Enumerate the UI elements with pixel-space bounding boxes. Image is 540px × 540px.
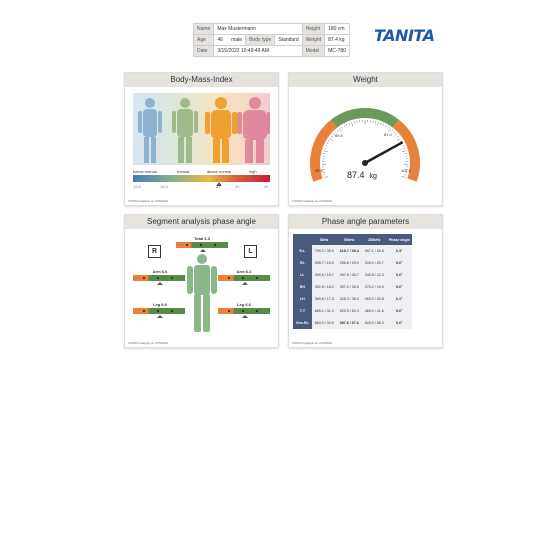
bmi-cat-above-normal: above normal: [207, 169, 232, 174]
gauge-tick: [385, 126, 386, 128]
bmi-cat-below-normal: below normal: [133, 169, 157, 174]
phase-header-row: [293, 234, 412, 245]
gauge-tick: [337, 130, 338, 132]
gauge-tick: [383, 124, 384, 126]
gauge-tick: [326, 146, 328, 147]
age-label: Age: [194, 35, 214, 46]
table-cell: 557.1 / 59.8: [362, 245, 387, 257]
leg-right-bar: [133, 308, 185, 314]
table-row: [293, 293, 412, 305]
table-cell: Ges-RL: [293, 317, 312, 329]
leg-left-bar: [218, 308, 270, 314]
table-cell: 6.6°: [387, 269, 412, 281]
table-row: [293, 257, 412, 269]
table-cell: 392.8 / 18.2: [312, 281, 337, 293]
table-cell: 240.6 / 22.3: [362, 269, 387, 281]
phase-col-header: 50kHz: [337, 234, 362, 245]
gauge-min-label: 39.9: [315, 168, 323, 173]
gauge-needle: [365, 143, 402, 163]
gauge-tick: [397, 138, 400, 140]
table-cell: 525.0 / 56.3: [362, 317, 387, 329]
table-cell: 689.1 / 31.2: [312, 305, 337, 317]
table-cell: RH: [293, 281, 312, 293]
phase-footer: TANITA Analysis on 3/15/2022: [292, 341, 333, 345]
gauge-tick: [324, 175, 326, 176]
table-cell: 256.8 / 29.5: [337, 257, 362, 269]
table-cell: 618.7 / 68.4: [337, 245, 362, 257]
model-value: MC-780: [325, 46, 350, 57]
gauge-high-label: 81.0: [384, 132, 392, 137]
tanita-logo: TANITA: [374, 26, 435, 45]
gauge-tick: [404, 175, 406, 176]
table-cell: T-T: [293, 305, 312, 317]
table-cell: 6.3°: [387, 245, 412, 257]
table-cell: 267.5 / 30.7: [337, 269, 362, 281]
gauge-tick: [344, 126, 345, 128]
gauge-hub: [362, 160, 368, 166]
bmi-panel: [124, 72, 279, 206]
table-cell: 399.5 / 15.7: [312, 269, 337, 281]
gauge-tick: [325, 176, 329, 177]
gauge-tick: [328, 141, 330, 142]
phase-col-header: [293, 234, 312, 245]
total-bar: [176, 242, 228, 248]
table-cell: LL: [293, 269, 312, 281]
table-cell: 369.8 / 17.3: [312, 293, 337, 305]
table-cell: 395.7 / 15.0: [312, 257, 337, 269]
gauge-tick: [377, 122, 378, 126]
weight-readout: 87.4 kg: [347, 170, 377, 180]
model-label: Model: [302, 46, 324, 57]
phase-title: Phase angle parameters: [289, 215, 442, 229]
bmi-marker-icon: [216, 182, 222, 186]
table-cell: 522.9 / 60.3: [337, 305, 362, 317]
gauge-tick: [375, 121, 376, 123]
gauge-tick: [393, 132, 394, 133]
segment-footer: TANITA Analysis on 3/15/2022: [128, 341, 169, 345]
table-cell: 465.0 / 41.6: [362, 305, 387, 317]
patient-info-table: [193, 23, 350, 57]
table-cell: R-L: [293, 245, 312, 257]
bmi-tick: 13.5: [133, 184, 141, 189]
table-cell: 275.2 / 34.9: [362, 281, 387, 293]
date-label: Date: [194, 46, 214, 57]
leg-right-label: Leg 6.6: [153, 302, 167, 307]
table-cell: 6.6°: [387, 305, 412, 317]
table-row: [293, 281, 412, 293]
bmi-tick-current: 27: [216, 184, 221, 189]
total-label: Total 6.3: [194, 236, 210, 241]
bmi-tick: 18.5: [160, 184, 168, 189]
body-type-label: Body type: [246, 35, 275, 46]
bmi-color-scale: [133, 175, 270, 182]
phase-col-header: 250kHz: [362, 234, 387, 245]
gauge-tick: [351, 122, 352, 126]
arm-left-label: Arm 6.1: [236, 269, 252, 274]
gauge-tick: [402, 146, 404, 147]
segment-title: Segment analysis phase angle: [125, 215, 278, 229]
bmi-tick: 35: [264, 184, 269, 189]
gauge-tick: [330, 138, 333, 140]
table-cell: 6.6°: [387, 257, 412, 269]
weight-footer: TANITA Analysis on 3/15/2022: [292, 199, 333, 203]
bmi-cat-normal: normal: [177, 169, 190, 174]
date-value: 3/15/2022 10:49:49 AM: [214, 46, 302, 57]
phase-panel: [288, 214, 443, 348]
weight-title: Weight: [289, 73, 442, 87]
gauge-tick: [395, 134, 396, 135]
gauge-tick: [397, 136, 399, 137]
right-side-label: R: [148, 245, 161, 258]
bmi-title: Body-Mass-Index: [125, 73, 278, 87]
gauge-tick: [346, 124, 347, 126]
gauge-tick: [339, 129, 341, 132]
bmi-figures: [133, 93, 270, 165]
bmi-tick: 30: [235, 184, 240, 189]
phase-col-header: 5kHz: [312, 234, 337, 245]
gauge-tick: [380, 123, 381, 125]
table-cell: LH: [293, 293, 312, 305]
phase-col-header: Phase angle: [387, 234, 412, 245]
table-cell: 587.6 / 67.6: [337, 317, 362, 329]
table-cell: 307.0 / 35.5: [337, 281, 362, 293]
arm-left-bar: [218, 275, 270, 281]
weight-label: Weight: [302, 35, 324, 46]
gauge-tick: [327, 143, 329, 144]
body-figure-icon: [182, 253, 222, 333]
table-cell: 6.6°: [387, 317, 412, 329]
gauge-tick: [325, 148, 327, 149]
table-cell: 326.3 / 35.0: [337, 293, 362, 305]
gauge-tick: [342, 127, 343, 129]
gauge-tick: [402, 151, 406, 152]
segment-panel: [124, 214, 279, 348]
table-cell: 6.1°: [387, 293, 412, 305]
left-side-label: L: [244, 245, 257, 258]
arm-right-bar: [133, 275, 185, 281]
phase-table: [293, 234, 412, 329]
table-row: [293, 269, 412, 281]
bmi-footer: TANITA Analysis on 3/15/2022: [128, 199, 169, 203]
height-label: Height: [302, 24, 324, 35]
table-row: [293, 317, 412, 329]
gauge-tick: [387, 127, 388, 129]
table-cell: RL: [293, 257, 312, 269]
gauge-tick: [349, 123, 350, 125]
gauge-tick: [331, 136, 333, 137]
height-value: 180 cm: [325, 24, 350, 35]
gauge-tick: [324, 151, 328, 152]
leg-left-label: Leg 6.6: [237, 302, 251, 307]
age-value: 46 male: [214, 35, 246, 46]
gauge-tick: [403, 148, 405, 149]
body-type-value: Standard: [275, 35, 302, 46]
gauge-low-label: 59.9: [335, 133, 343, 138]
table-cell: 799.3 / 35.0: [312, 245, 337, 257]
table-cell: 660.0 / 34.9: [312, 317, 337, 329]
arm-right-label: Arm 6.6: [152, 269, 168, 274]
gauge-max-label: 101.0: [401, 168, 412, 173]
weight-value: 87.4 kg: [325, 35, 350, 46]
name-value: Max Mustermann: [214, 24, 302, 35]
table-cell: 228.0 / 20.7: [362, 257, 387, 269]
gauge-tick: [354, 121, 355, 123]
table-row: [293, 245, 412, 257]
bmi-cat-high: high: [249, 169, 257, 174]
body-silhouettes-icon: [133, 93, 270, 165]
table-row: [293, 305, 412, 317]
table-cell: 6.6°: [387, 281, 412, 293]
weight-panel: [288, 72, 443, 206]
name-label: Name: [194, 24, 214, 35]
gauge-tick: [402, 176, 406, 177]
table-cell: 263.0 / 30.8: [362, 293, 387, 305]
